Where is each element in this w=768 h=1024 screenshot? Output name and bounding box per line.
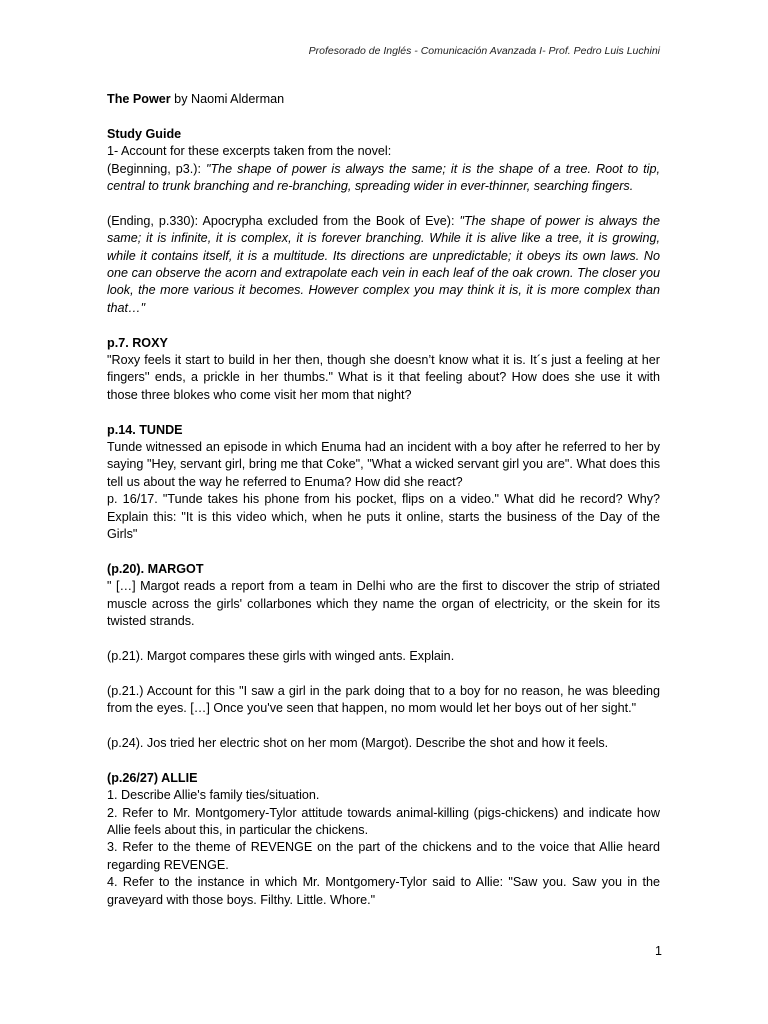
- question-1: 1- Account for these excerpts taken from the novel:: [107, 144, 392, 159]
- margot-text-3: (p.21.) Account for this "I saw a girl in the park doing that to a boy for no reason, he was bleeding from the eyes. […] Once you've seen that happen, no mom would let her boys out of her sight.": [107, 683, 660, 716]
- beginning-quote: "The shape of power is always the same; it is the shape of a tree. Root to tip, central to trunk branching and re-branching, spreading wider in ever-thinner, searching fingers.: [107, 161, 660, 194]
- ending-ref: (Ending, p.330): Apocrypha excluded from the Book of Eve):: [107, 213, 460, 228]
- book-title: The Power: [107, 92, 171, 106]
- beginning-excerpt: [107, 161, 660, 196]
- margot-heading: (p.20). MARGOT: [107, 561, 204, 576]
- allie-item-3: 3. Refer to the theme of REVENGE on the part of the chickens and to the voice that Allie heard regarding REVENGE.: [107, 840, 660, 872]
- ending-quote: "The shape of power is always the same; it is infinite, it is complex, it is forever branching. While it is alive like a tree, it is growing, while it contains itself, it is a multitude. Its directions are unpredictable; it obeys its own laws. No one can observe the acorn and extrapolate each vein in each leaf of the oak crown. The closer you look, the more various it becomes. However complex you may think it is, it is more complex than that…": [107, 213, 660, 315]
- ending-excerpt: [107, 213, 660, 317]
- allie-heading: (p.26/27) ALLIE: [107, 770, 198, 785]
- margot-text-2: (p.21). Margot compares these girls with winged ants. Explain.: [107, 648, 455, 663]
- margot-text-4: (p.24). Jos tried her electric shot on her mom (Margot). Describe the shot and how it feels.: [107, 735, 609, 750]
- tunde-text-1: Tunde witnessed an episode in which Enuma had an incident with a boy after he referred to her by saying "Hey, servant girl, bring me that Coke", "What a wicked servant girl you are". What does this tell us about the way he referred to Enuma? How did she react?: [107, 440, 660, 489]
- page-number: 1: [655, 944, 662, 958]
- book-author: by Naomi Alderman: [170, 92, 285, 106]
- tunde-heading: p.14. TUNDE: [107, 422, 183, 437]
- document-body: [107, 91, 660, 909]
- title-line: [107, 91, 660, 108]
- roxy-heading: p.7. ROXY: [107, 335, 168, 350]
- beginning-ref: (Beginning, p3.):: [107, 161, 206, 176]
- study-guide-heading: Study Guide: [107, 126, 182, 141]
- tunde-text-2: p. 16/17. "Tunde takes his phone from his pocket, flips on a video." What did he record? Why? Explain this: "It is this video which, when he puts it online, starts the business of the Day of the Girls": [107, 492, 660, 542]
- margot-text-1: " […] Margot reads a report from a team in Delhi who are the first to discover the strip of striated muscle across the girls' collarbones which they name the organ of electricity, or the skein for its twisted strands.: [107, 579, 660, 629]
- allie-item-4: 4. Refer to the instance in which Mr. Montgomery-Tylor said to Allie: "Saw you. Saw you in the graveyard with those boys. Filthy. Little. Whore.": [107, 875, 660, 907]
- allie-item-2: 2. Refer to Mr. Montgomery-Tylor attitude towards animal-killing (pigs-chickens) and indicate how Allie feels about this, in particular the chickens.: [107, 805, 660, 837]
- allie-item-1: 1. Describe Allie's family ties/situation.: [107, 788, 320, 803]
- page-header: Profesorado de Inglés - Comunicación Avanzada I- Prof. Pedro Luis Luchini: [308, 45, 660, 57]
- roxy-text: "Roxy feels it start to build in her then, though she doesn’t know what it is. It´s just a feeling at her fingers'' ends, a prickle in her thumbs." What is it that feeling about? How does she use it with those three blokes who come visit her mom that night?: [107, 353, 660, 402]
